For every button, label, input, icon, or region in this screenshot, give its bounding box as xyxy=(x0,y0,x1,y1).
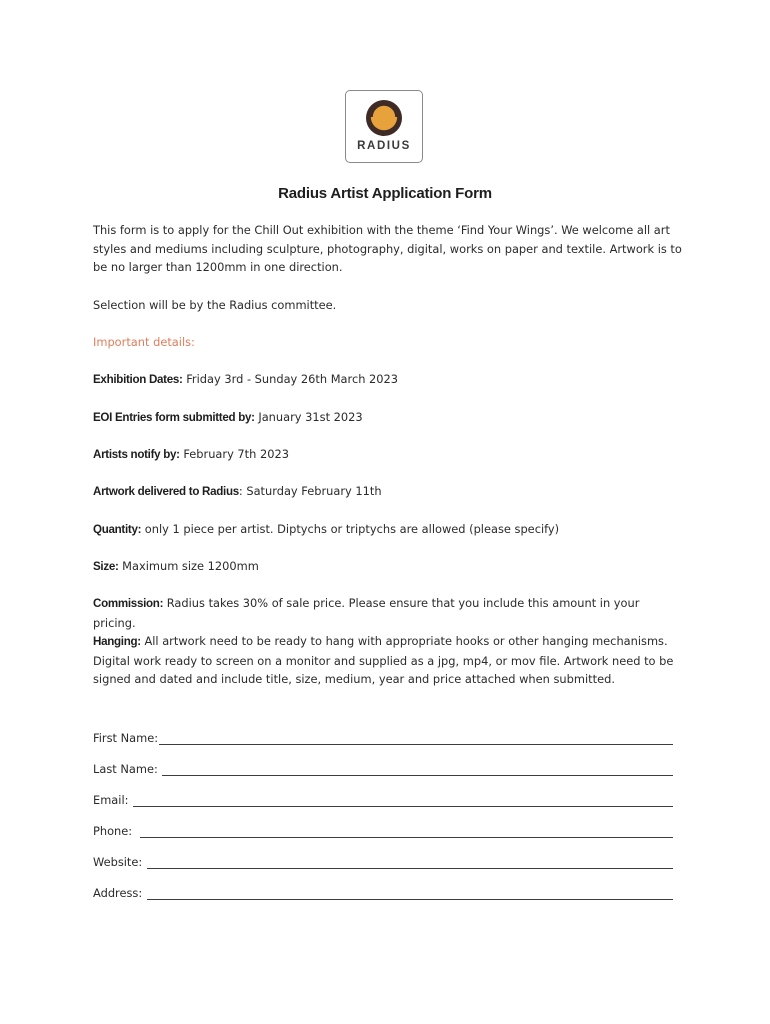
first-name-field[interactable] xyxy=(93,727,673,745)
website-field[interactable] xyxy=(93,851,673,869)
last-name-field[interactable] xyxy=(93,758,673,776)
detail-label: Quantity: xyxy=(93,523,142,536)
detail-quantity xyxy=(93,520,683,540)
detail-label: Hanging: xyxy=(93,635,141,648)
phone-input-line[interactable] xyxy=(140,825,673,838)
logo-wordmark: RADIUS xyxy=(357,140,411,152)
detail-value: Radius takes 30% of sale price. Please ensure that you include this amount in your pricing. xyxy=(93,596,640,630)
detail-value: : Saturday February 11th xyxy=(238,484,382,498)
email-input-line[interactable] xyxy=(133,794,673,807)
detail-value: Maximum size 1200mm xyxy=(118,559,259,573)
selection-note: Selection will be by the Radius committee. xyxy=(93,298,337,312)
detail-label: Artists notify by: xyxy=(93,448,180,461)
page-title: Radius Artist Application Form xyxy=(278,185,492,202)
detail-artwork-delivery xyxy=(93,482,683,502)
website-label: Website: xyxy=(93,855,146,869)
detail-label: Exhibition Dates: xyxy=(93,373,183,386)
radius-logo-icon xyxy=(366,100,402,136)
detail-size xyxy=(93,557,683,577)
first-name-label: First Name: xyxy=(93,731,159,745)
address-input-line[interactable] xyxy=(147,887,673,900)
last-name-label: Last Name: xyxy=(93,762,162,776)
detail-value: February 7th 2023 xyxy=(179,447,289,461)
address-field[interactable] xyxy=(93,882,673,900)
email-label: Email: xyxy=(93,793,133,807)
intro-paragraph: This form is to apply for the Chill Out exhibition with the theme ‘Find Your Wings’. We welcome all art styles and mediums including sculpture, photography, digital, works on paper and textile. Artwork is to be no larger than 1200mm in one direction. xyxy=(93,223,682,275)
detail-value: All artwork need to be ready to hang with appropriate hooks or other hanging mechanisms. Digital work ready to screen on a monitor and supplied as a jpg, mp4, or mov file. Artwork need to be signed and dated and include title, size, medium, year and price attached when submitted. xyxy=(93,634,674,687)
phone-label: Phone: xyxy=(93,824,140,838)
phone-field[interactable] xyxy=(93,820,673,838)
important-details-heading: Important details: xyxy=(93,335,195,349)
detail-commission xyxy=(93,594,683,632)
address-label: Address: xyxy=(93,886,146,900)
detail-label: Commission: xyxy=(93,597,164,610)
detail-artists-notify xyxy=(93,445,683,465)
email-field[interactable] xyxy=(93,789,673,807)
detail-exhibition-dates xyxy=(93,370,683,390)
detail-value: January 31st 2023 xyxy=(254,410,363,424)
detail-value: only 1 piece per artist. Diptychs or triptychs are allowed (please specify) xyxy=(141,522,560,536)
first-name-input-line[interactable] xyxy=(159,732,673,745)
detail-label: Size: xyxy=(93,560,119,573)
website-input-line[interactable] xyxy=(147,856,673,869)
radius-logo xyxy=(345,90,423,163)
detail-hanging xyxy=(93,632,683,689)
detail-value: Friday 3rd - Sunday 26th March 2023 xyxy=(182,372,399,386)
detail-label: Artwork delivered to Radius xyxy=(93,485,239,498)
detail-label: EOI Entries form submitted by: xyxy=(93,411,255,424)
last-name-input-line[interactable] xyxy=(162,763,673,776)
detail-eoi-deadline xyxy=(93,408,683,428)
